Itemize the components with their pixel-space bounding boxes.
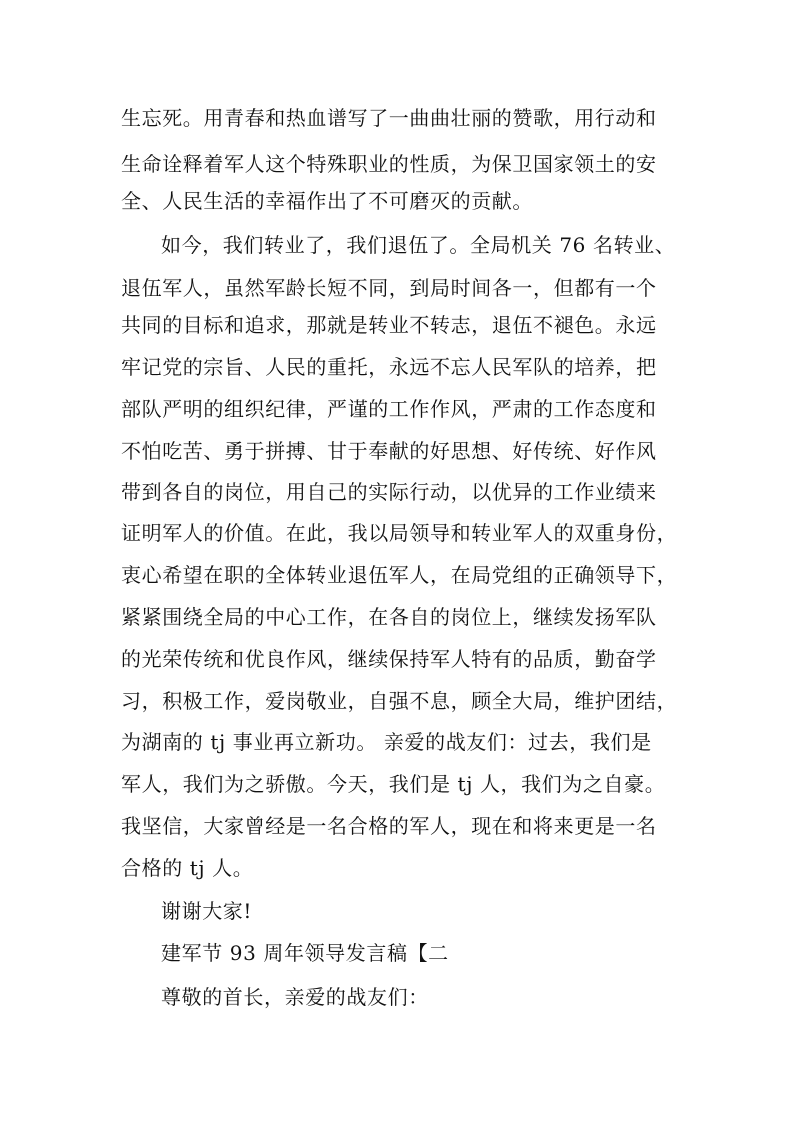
closing-line: 谢谢大家! xyxy=(161,899,253,923)
body-text-line: 的光荣传统和优良作风，继续保持军人特有的品质，勤奋学 xyxy=(121,647,657,671)
body-text-line: 衷心希望在职的全体转业退伍军人，在局党组的正确领导下， xyxy=(121,563,678,587)
body-text-line: 我坚信，大家曾经是一名合格的军人，现在和将来更是一名 xyxy=(121,814,657,838)
body-text-line: 习，积极工作，爱岗敬业，自强不息，顾全大局，维护团结， xyxy=(121,689,678,713)
body-text-line: 如今，我们转业了，我们退伍了。全局机关 76 名转业、 xyxy=(161,233,676,257)
section-heading: 建军节 93 周年领导发言稿【二 xyxy=(161,941,449,965)
body-text-line: 退伍军人，虽然军龄长短不同，到局时间各一，但都有一个 xyxy=(121,276,657,300)
salutation-line: 尊敬的首长，亲爱的战友们： xyxy=(161,985,429,1009)
body-text-line: 生忘死。用青春和热血谱写了一曲曲壮丽的赞歌，用行动和 xyxy=(121,106,657,130)
body-text-line: 不怕吃苦、勇于拼搏、甘于奉献的好思想、好传统、好作风 xyxy=(121,439,657,463)
body-text-line: 证明军人的价值。在此，我以局领导和转业军人的双重身份， xyxy=(121,521,678,545)
body-text-line: 军人，我们为之骄傲。今天，我们是 tj 人，我们为之自豪。 xyxy=(121,772,666,796)
body-text-line: 带到各自的岗位，用自己的实际行动，以优异的工作业绩来 xyxy=(121,480,657,504)
body-text-line: 牢记党的宗旨、人民的重托，永远不忘人民军队的培养，把 xyxy=(121,355,657,379)
body-text-line: 共同的目标和追求，那就是转业不转志，退伍不褪色。永远 xyxy=(121,313,657,337)
body-text-line: 为湖南的 tj 事业再立新功。 亲爱的战友们：过去，我们是 xyxy=(121,730,652,754)
body-text-line: 部队严明的组织纪律，严谨的工作作风，严肃的工作态度和 xyxy=(121,397,657,421)
body-text-line: 紧紧围绕全局的中心工作，在各自的岗位上，继续发扬军队 xyxy=(121,605,657,629)
body-text-line: 全、人民生活的幸福作出了不可磨灭的贡献。 xyxy=(121,189,533,213)
body-text-line: 合格的 tj 人。 xyxy=(121,856,254,880)
body-text-line: 生命诠释着军人这个特殊职业的性质，为保卫国家领土的安 xyxy=(121,152,657,176)
